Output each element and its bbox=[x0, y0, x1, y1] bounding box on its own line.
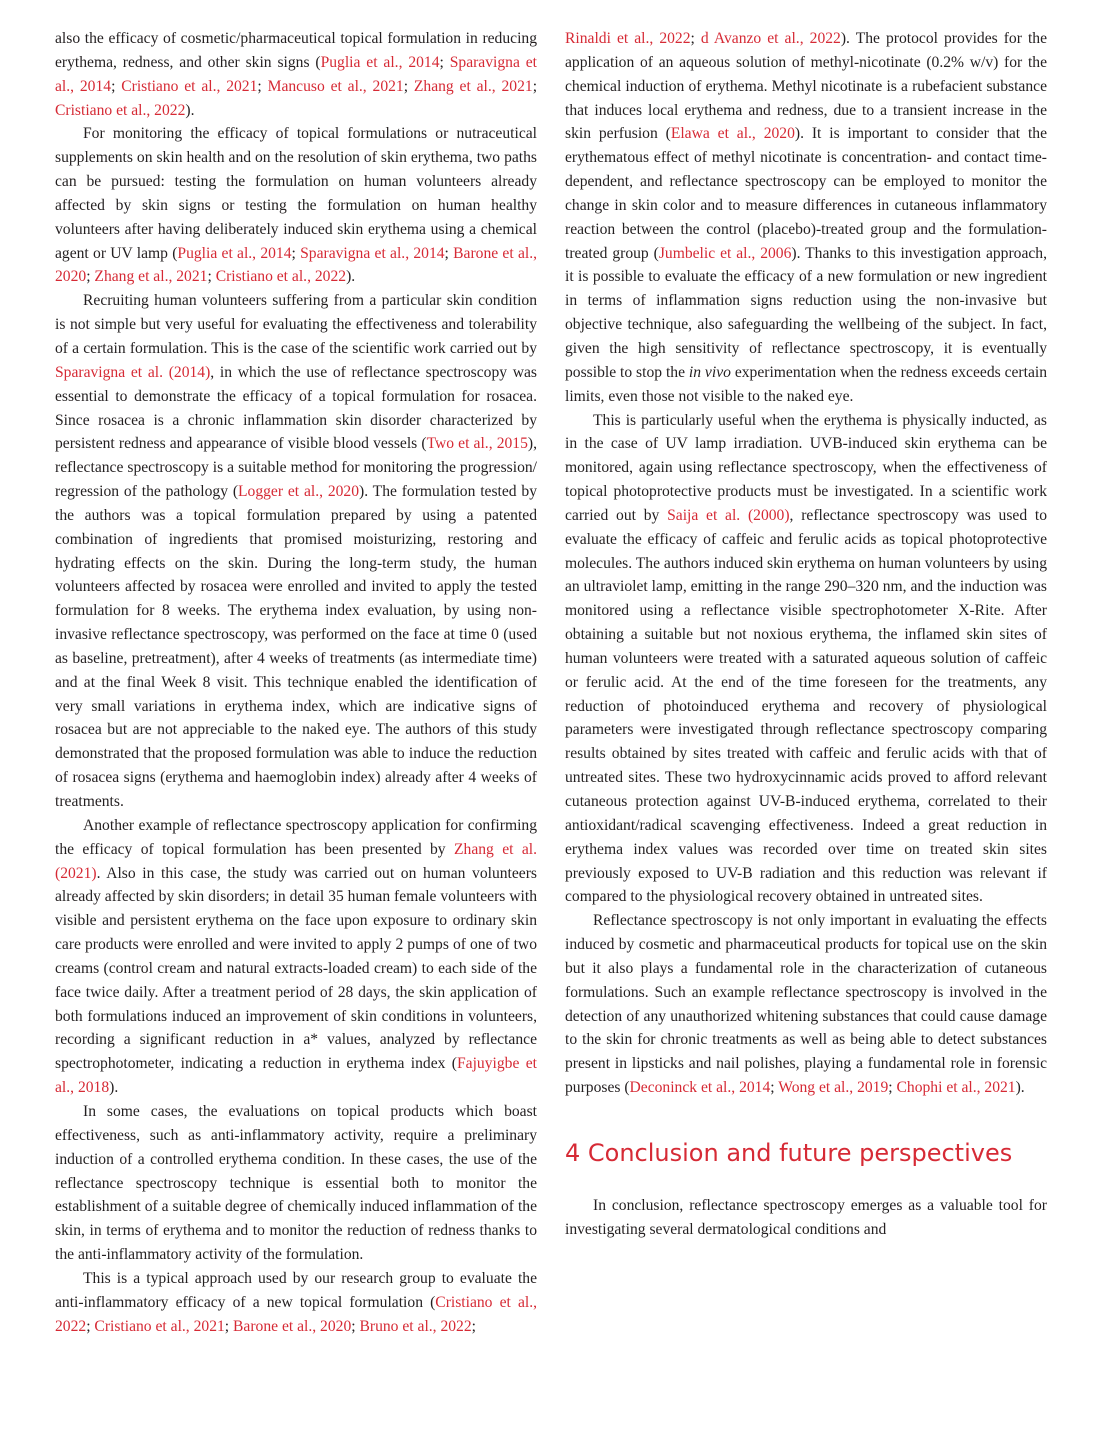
citation-link[interactable]: Wong et al., 2019 bbox=[778, 1079, 889, 1097]
left-column bbox=[55, 27, 537, 1338]
text-run: experimentation when the redness exceeds certain limits, even those not visible to the naked eye. bbox=[565, 363, 1048, 405]
text-run: ; bbox=[207, 268, 216, 286]
citation-link[interactable]: Cristiano et al., 2022 bbox=[55, 101, 186, 119]
text-run: also the efficacy of cosmetic/pharmaceutical topical formulation in reducing erythema, redness, and other skin signs ( bbox=[55, 30, 537, 71]
citation-link[interactable]: Cristiano et al., 2022 bbox=[55, 1293, 537, 1335]
body-paragraph bbox=[55, 122, 537, 289]
citation-link[interactable]: Rinaldi et al., 2022 bbox=[565, 30, 691, 47]
section-heading: 4 Conclusion and future perspectives bbox=[565, 1138, 1013, 1167]
text-run: ; bbox=[532, 77, 538, 95]
section-heading-wrap bbox=[565, 1138, 1047, 1168]
citation-link[interactable]: Zhang et al. (2021) bbox=[55, 840, 538, 882]
text-run: ; bbox=[111, 77, 122, 95]
citation-link[interactable]: Fajuyigbe et al., 2018 bbox=[55, 1055, 537, 1097]
citation-link[interactable]: Chophi et al., 2021 bbox=[896, 1079, 1016, 1097]
citation-link[interactable]: Two et al., 2015 bbox=[426, 435, 528, 453]
right-column bbox=[565, 27, 1047, 1242]
text-run: In some cases, the evaluations on topical products which boast effectiveness, such as anti-inflammatory activity, require a preliminary induction of a controlled erythema condition. In these cases, the use of the reflectance spectroscopy technique is essential both to monitor the establishment of a suitable degree of chemically induced inflammation of the skin, in terms of erythema and to monitor the reduction of redness thanks to the anti-inflammatory activity of the formulation. bbox=[55, 1102, 537, 1264]
citation-link[interactable]: Mancuso et al., 2021 bbox=[267, 77, 404, 95]
body-paragraph bbox=[55, 1267, 537, 1339]
text-run: ). bbox=[346, 268, 356, 286]
text-run: Recruiting human volunteers suffering from a particular skin condition is not simple but very useful for evaluating the effectiveness and tolerability of a certain formulation. This is the case of the scientific work carried out by bbox=[55, 292, 537, 357]
text-run: ). bbox=[109, 1079, 119, 1097]
text-run: ), reflectance spectroscopy is a suitable method for monitoring the progression/ regression of the pathology ( bbox=[55, 435, 537, 501]
text-run: Another example of reflectance spectroscopy application for confirming the efficacy of topical formulation has been presented by bbox=[55, 816, 537, 858]
citation-link[interactable]: Cristiano et al., 2021 bbox=[121, 77, 258, 95]
text-run: ; bbox=[257, 77, 268, 95]
text-run: ). bbox=[185, 101, 195, 119]
citation-link[interactable]: Cristiano et al., 2022 bbox=[215, 268, 347, 286]
citation-link[interactable]: Bruno et al., 2022 bbox=[359, 1317, 472, 1335]
text-run: , in which the use of reflectance spectroscopy was essential to demonstrate the efficacy of a topical formulation for rosacea. Since rosacea is a chronic inflammation skin disorder characterized by persistent redness and appearance of visible blood vessels ( bbox=[55, 363, 538, 453]
body-paragraph bbox=[565, 27, 1047, 409]
body-paragraph bbox=[565, 1194, 1047, 1242]
citation-link[interactable]: Zhang et al., 2021 bbox=[413, 77, 533, 95]
citation-link[interactable]: Puglia et al., 2014 bbox=[320, 53, 440, 71]
text-run: ). Thanks to this investigation approach, it is possible to evaluate the efficacy of a new formulation or new ingredient in terms of inflammation signs reduction using the non-invasive but objective technique, also safeguarding the wellbeing of the subject. In fact, given the high sensitivity of reflectance spectroscopy, it is eventually possible to stop the bbox=[565, 244, 1047, 381]
citation-link[interactable]: d Avanzo et al., 2022 bbox=[700, 30, 841, 47]
citation-link[interactable]: Elawa et al., 2020 bbox=[670, 125, 795, 143]
citation-link[interactable]: Sparavigna et al., 2014 bbox=[300, 244, 445, 262]
text-run: ). The protocol provides for the application of an aqueous solution of methyl-nicotinate (0.2% w/v) for the chemical induction of erythema. Methyl nicotinate is a rubefacient substance that induces local erythema and redness, due to a transient increase in the skin perfusion ( bbox=[565, 30, 1048, 143]
text-run: Reflectance spectroscopy is not only important in evaluating the effects induced by cosmetic and pharmaceutical products for topical use on the skin but it also plays a fundamental role in the characterization of cutaneous formulations. Such an example reflectance spectroscopy is involved in the detection of any unauthorized whitening substances that could cause damage to the skin for chronic treatments as well as being able to detect substances present in lipsticks and nail polishes, playing a fundamental role in forensic purposes ( bbox=[565, 912, 1047, 1097]
text-run: ; bbox=[86, 1317, 95, 1335]
citation-link[interactable]: Barone et al., 2020 bbox=[55, 244, 537, 286]
citation-link[interactable]: Jumbelic et al., 2006 bbox=[658, 244, 792, 262]
body-paragraph bbox=[55, 27, 537, 122]
citation-link[interactable]: Zhang et al., 2021 bbox=[94, 268, 208, 286]
text-run: ; bbox=[690, 30, 701, 47]
text-run: ; bbox=[888, 1079, 897, 1097]
text-run: ; bbox=[471, 1317, 476, 1335]
citation-link[interactable]: Barone et al., 2020 bbox=[233, 1317, 352, 1335]
text-run: ; bbox=[770, 1079, 779, 1097]
body-paragraph bbox=[565, 909, 1047, 1100]
citation-link[interactable]: Sparavigna et al. (2014) bbox=[55, 363, 211, 381]
text-run: ). The formulation tested by the authors was a topical formulation prepared by using a patented combination of ingredients that promised moisturizing, restoring and hydrating effects on the skin. During the long-term study, the human volunteers affected by rosacea were enrolled and invited to apply the tested formulation for 8 weeks. The erythema index evaluation, by using non-invasive reflectance spectroscopy, was performed on the face at time 0 (used as baseline, pretreatment), after 4 weeks of treatments (as intermediate time) and at the final Week 8 visit. This technique enabled the identification of very small variations in erythema index, which are indicative signs of rosacea but are not appreciable to the naked eye. The authors of this study demonstrated that the proposed formulation was able to induce the reduction of rosacea signs (erythema and haemoglobin index) already after 4 weeks of treatments. bbox=[55, 483, 537, 810]
citation-link[interactable]: Logger et al., 2020 bbox=[238, 483, 360, 501]
text-run: ; bbox=[291, 244, 301, 262]
text-run: In conclusion, reflectance spectroscopy emerges as a valuable tool for investigating several dermatological conditions and bbox=[565, 1196, 1047, 1238]
body-paragraph bbox=[55, 814, 537, 1100]
body-paragraph bbox=[55, 1100, 537, 1267]
text-run: For monitoring the efficacy of topical formulations or nutraceutical supplements on skin health and on the resolution of skin erythema, two paths can be pursued: testing the formulation on human volunteers already affected by skin signs or testing the formulation on human healthy volunteers after having deliberately induced skin erythema using a chemical agent or UV lamp ( bbox=[55, 125, 537, 262]
body-paragraph bbox=[55, 289, 537, 814]
right-column-body-after-heading bbox=[565, 1194, 1047, 1242]
text-run: ). It is important to consider that the erythematous effect of methyl nicotinate is concentration- and contact time-dependent, and reflectance spectroscopy can be employed to monitor the change in skin color and to measure differences in cutaneous inflammatory reaction between the control (placebo)-treated group and the formulation-treated group ( bbox=[565, 125, 1047, 262]
italic-text: in vivo bbox=[688, 363, 731, 381]
citation-link[interactable]: Deconinck et al., 2014 bbox=[629, 1079, 771, 1097]
text-run: This is a typical approach used by our research group to evaluate the anti-inflammatory efficacy of a new topical formulation ( bbox=[55, 1269, 537, 1311]
body-paragraph bbox=[565, 409, 1047, 910]
text-run: ; bbox=[86, 268, 95, 286]
text-run: ; bbox=[224, 1317, 234, 1335]
text-run: , reflectance spectroscopy was used to evaluate the efficacy of caffeic and ferulic acids as topical photoprotective molecules. The authors induced skin erythema on human volunteers by using an ultraviolet lamp, emitting in the range 290–320 nm, and the induction was monitored using a reflectance visible spectrophotometer X-Rite. After obtaining a suitable but not noxious erythema, the inflamed skin sites of human volunteers were treated with a saturated aqueous solution of caffeic or ferulic acid. At the end of the time foreseen for the treatments, any reduction of photoinduced erythema and recovery of physiological parameters were investigated through reflectance spectroscopy comparing results obtained by sites treated with caffeic and ferulic acids with that of untreated sites. These two hydroxycinnamic acids proved to afford relevant cutaneous protection against UV-B-induced erythema, correlated to their antioxidant/radical scavenging effectiveness. Indeed a great reduction in erythema index values was recorded over time on treated skin sites previously exposed to UV-B radiation and this reduction was relevant if compared to the physiological recovery obtained in untreated sites. bbox=[565, 506, 1048, 906]
citation-link[interactable]: Saija et al. (2000) bbox=[667, 506, 790, 524]
citation-link[interactable]: Sparavigna et al., 2014 bbox=[55, 53, 537, 95]
text-run: ; bbox=[351, 1317, 360, 1335]
text-run: . Also in this case, the study was carried out on human volunteers already affected by skin disorders; in detail 35 human female volunteers with visible and persistent erythema on the face upon exposure to ordinary skin care products were enrolled and were invited to apply 2 pumps of one of two creams (control cream and natural extracts-loaded cream) to each side of the face twice daily. After a treatment period of 28 days, the skin application of both formulations induced an improvement of skin conditions in volunteers, recording a significant reduction in a* values, analyzed by reflectance spectrophotometer, indicating a reduction in erythema index ( bbox=[55, 864, 537, 1073]
text-run: ). bbox=[1015, 1079, 1025, 1097]
right-column-body-before-heading bbox=[565, 27, 1047, 1100]
citation-link[interactable]: Cristiano et al., 2021 bbox=[94, 1317, 225, 1335]
text-run: ; bbox=[439, 53, 450, 71]
citation-link[interactable]: Puglia et al., 2014 bbox=[177, 244, 292, 262]
text-run: ; bbox=[444, 244, 454, 262]
text-run: This is particularly useful when the erythema is physically inducted, as in the case of UV lamp irradiation. UVB-induced skin erythema can be monitored, again using reflectance spectroscopy, when the effectiveness of topical photoprotective products must be investigated. In a scientific work carried out by bbox=[565, 411, 1047, 524]
text-run: ; bbox=[403, 77, 414, 95]
